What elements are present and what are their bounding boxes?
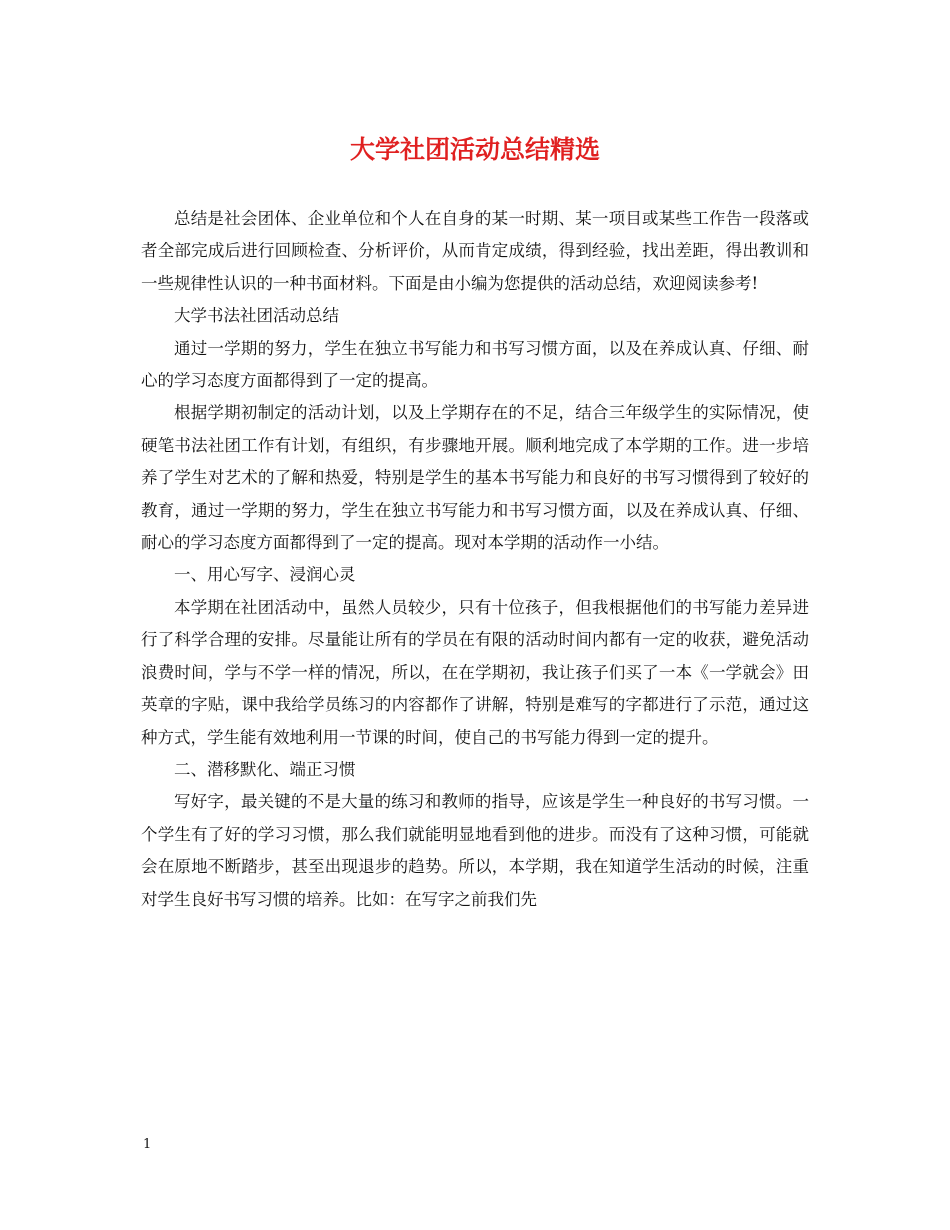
page-number: 1 (143, 1137, 152, 1152)
body-paragraph: 写好字，最关键的不是大量的练习和教师的指导，应该是学生一种良好的书写习惯。一个学生有了好的学习习惯，那么我们就能明显地看到他的进步。而没有了这种习惯，可能就会在原地不断踏步，甚至出现退步的趋势。所以，本学期，我在知道学生活动的时候，注重对学生良好书写习惯的培养。比如：在写字之前我们先 (141, 792, 809, 909)
document-body (141, 203, 809, 916)
body-paragraph: 根据学期初制定的活动计划，以及上学期存在的不足，结合三年级学生的实际情况，使硬笔书法社团工作有计划，有组织，有步骤地开展。顺利地完成了本学期的工作。进一步培养了学生对艺术的了解和热爱，特别是学生的基本书写能力和良好的书写习惯得到了较好的教育，通过一学期的努力，学生在独立书写能力和书写习惯方面，以及在养成认真、仔细、耐心的学习态度方面都得到了一定的提高。现对本学期的活动作一小结。 (141, 403, 809, 553)
intro-paragraph: 总结是社会团体、企业单位和个人在自身的某一时期、某一项目或某些工作告一段落或者全部完成后进行回顾检查、分析评价，从而肯定成绩，得到经验，找出差距，得出教训和一些规律性认识的一种书面材料。下面是由小编为您提供的活动总结，欢迎阅读参考! (141, 209, 809, 293)
subsection-heading: 二、潜移默化、端正习惯 (174, 759, 356, 779)
document-title: 大学社团活动总结精选 (349, 135, 600, 164)
subsection-heading: 一、用心写字、浸润心灵 (174, 565, 356, 585)
body-paragraph: 本学期在社团活动中，虽然人员较少，只有十位孩子，但我根据他们的书写能力差异进行了科学合理的安排。尽量能让所有的学员在有限的活动时间内都有一定的收获，避免活动浪费时间，学与不学一样的情况，所以，在在学期初，我让孩子们买了一本《一学就会》田英章的字贴，课中我给学员练习的内容都作了讲解，特别是难写的字都进行了示范，通过这种方式，学生能有效地利用一节课的时间，使自己的书写能力得到一定的提升。 (141, 597, 809, 747)
body-paragraph: 通过一学期的努力，学生在独立书写能力和书写习惯方面，以及在养成认真、仔细、耐心的学习态度方面都得到了一定的提高。 (141, 338, 809, 391)
section-heading: 大学书法社团活动总结 (174, 306, 339, 326)
